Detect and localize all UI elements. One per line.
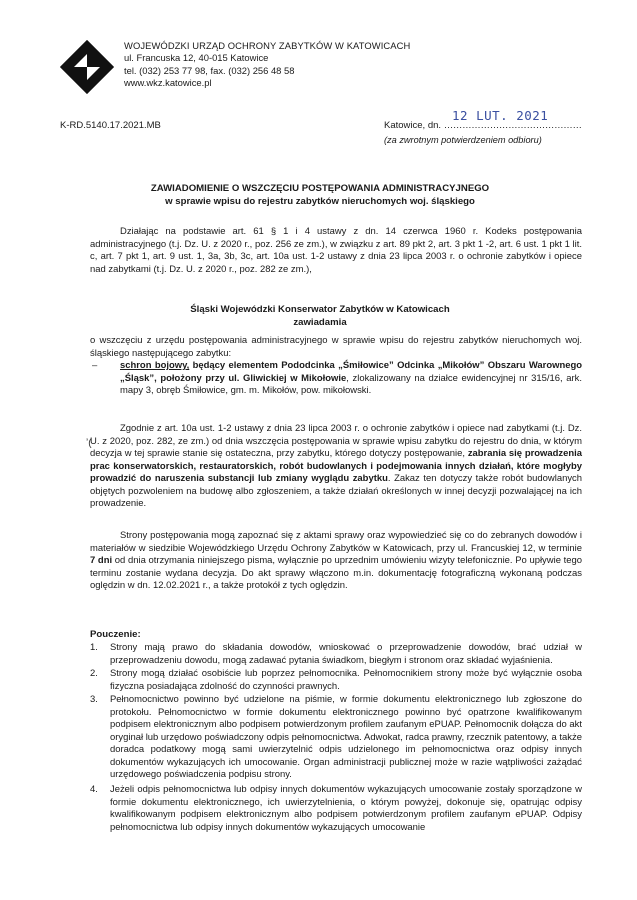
issuer-name: Śląski Wojewódzki Konserwator Zabytków w Katowicach xyxy=(190,304,450,315)
instruction-item xyxy=(90,642,582,667)
reference-number: K-RD.5140.17.2021.MB xyxy=(60,120,161,131)
instruction-number: 2. xyxy=(90,668,98,679)
title-line-2: w sprawie wpisu do rejestru zabytków nieruchomych woj. śląskiego xyxy=(165,195,475,207)
date-stamp: 12 LUT. 2021 xyxy=(452,108,549,123)
issuer-verb: zawiadamia xyxy=(293,316,347,328)
instruction-heading: Pouczenie: xyxy=(90,629,141,640)
monument-bullet xyxy=(90,360,582,398)
issuer-block xyxy=(60,304,580,329)
lead-paragraph: o wszczęciu z urzędu postępowania administracyjnego w sprawie wpisu do rejestru zabytków nieruchomych woj. śląskiego następującego zabytku: xyxy=(90,335,582,359)
instruction-number: 4. xyxy=(90,784,98,795)
instruction-number: 3. xyxy=(90,694,98,705)
place-date-line xyxy=(384,120,582,131)
prohibition-rest: . Zakaz ten dotyczy także robót budowlanych objętych pozwoleniem na budowę albo zgłoszeniem, a także działań określonych w innej decyzji pozwalającej na ich prowadzenie. xyxy=(90,473,583,510)
instruction-text: Strony mają prawo do składania dowodów, wnioskować o przeprowadzenie dowodów, brać udział w przeprowadzeniu dowodu, mogą zadawać pytania świadkom, biegłym i stronom oraz składać wyjaśnienia. xyxy=(110,642,582,666)
instruction-item xyxy=(90,694,582,782)
prohibition-bold: zabrania się prowadzenia prac konserwatorskich, restauratorskich, robót budowlanych i podejmowania innych działań, które mogłyby prowadzić do naruszenia substancji lub zmiany wyglądu zabytku xyxy=(90,448,583,485)
margin-mark: ʼ( xyxy=(86,438,92,449)
institution-website: www.wkz.katowice.pl xyxy=(124,77,212,89)
document-title xyxy=(60,183,580,208)
access-intro: Strony postępowania mogą zapoznać się z aktami sprawy oraz wypowiedzieć się co do zebranych dowodów i materiałów w siedzibie Wojewódzkiego Urzędu Ochrony Zabytków w Katowicach, przy ul. Francuskiej 12, w terminie xyxy=(90,530,582,554)
monument-description: będący elementem Pododcinka „Śmiłowice” Odcinka „Mikołów” Obszaru Warownego „Śląsk”, położony przy ul. Gliwickiej w Mikołowie xyxy=(120,360,582,384)
instruction-text: Strony mogą działać osobiście lub poprzez pełnomocnika. Pełnomocnikiem strony może być wyłącznie osoba fizyczna posiadająca zdolność do czynności prawnych. xyxy=(110,668,582,692)
prohibition-paragraph xyxy=(90,423,582,511)
instruction-text: Pełnomocnictwo powinno być udzielone na piśmie, w formie dokumentu elektronicznego lub zgłoszone do protokołu. Pełnomocnictwo w formie dokumentu elektronicznego powinno być opatrzone kwalifikowanym podpisem elektronicznym albo podpisem potwierdzonym profilem zaufanym ePUAP. Pełnomocnik dołącza do akt oryginał lub urzędowo poświadczony odpis pełnomocnictwa. Adwokat, radca prawny, rzecznik patentowy, a także doradca podatkowy mogą sami uwierzytelnić odpis udzielonego im pełnomocnictwa oraz odpisy innych dokumentów wykazujących ich umocowanie. Organ administracji publicznej może w razie wątpliwości zażądać urzędowego poświadczenia podpisu strony. xyxy=(110,694,582,781)
access-rest: od dnia otrzymania niniejszego pisma, wyłącznie po uprzednim umówieniu wizyty telefonicznie. Po upływie tego terminu zostanie wydana decyzja. Do akt sprawy włączono m.in. dokumentację fotograficzną wykonaną podczas oględzin w dn. 12.02.2021 r., a także protokół z tych oględzin. xyxy=(90,555,582,592)
institution-address: ul. Francuska 12, 40-015 Katowice xyxy=(124,52,269,64)
institution-logo xyxy=(60,40,114,94)
letterhead xyxy=(124,40,410,90)
instruction-item xyxy=(90,668,582,693)
instruction-number: 1. xyxy=(90,642,98,653)
institution-name: WOJEWÓDZKI URZĄD OCHRONY ZABYTKÓW W KATOWICACH xyxy=(124,40,411,51)
access-paragraph xyxy=(90,530,582,593)
monument-name: schron bojowy, xyxy=(120,360,190,371)
date-dots: ……………………………………… xyxy=(443,120,582,131)
instruction-text: Jeżeli odpis pełnomocnictwa lub odpisy innych dokumentów wykazujących umocowanie zostały sporządzone w formie dokumentu elektronicznego, ich uwierzytelnienia, o którym powyżej, dokonuje się, opatrując odpisy kwalifikowanym podpisem elektronicznym albo podpisem potwierdzonym profilem zaufanym ePUAP. Odpisy pełnomocnictwa lub odpisy innych dokumentów wykazujących umocowanie xyxy=(110,784,582,833)
prohibition-intro: Zgodnie z art. 10a ust. 1-2 ustawy z dnia 23 lipca 2003 r. o ochronie zabytków i opiece nad zabytkami (t.j. Dz. U. z 2020, poz. 282, ze zm.) od dnia wszczęcia postępowania w sprawie wpisu zabytku do rejestru do dnia, w którym decyzja w tej sprawie stanie się ostateczna, przy zabytku, którego dotyczy postępowanie, xyxy=(90,423,582,460)
bullet-text xyxy=(120,360,582,398)
access-deadline: 7 dni xyxy=(90,555,113,567)
monument-location: , zlokalizowany na działce ewidencyjnej nr 315/16, ark. mapy 3, obręb Śmiłowice, gm. m. Mikołów, pow. mikołowski. xyxy=(120,372,582,397)
institution-phone: tel. (032) 253 77 98, fax. (032) 256 48 58 xyxy=(124,64,295,76)
bullet-dash: – xyxy=(92,360,98,371)
place-label: Katowice, dn. xyxy=(384,120,442,131)
title-line-1: ZAWIADOMIENIE O WSZCZĘCIU POSTĘPOWANIA ADMINISTRACYJNEGO xyxy=(150,183,490,194)
intro-paragraph: Działając na podstawie art. 61 § 1 i 4 ustawy z dn. 14 czerwca 1960 r. Kodeks postępowania administracyjnego (t.j. Dz. U. z 2020 r., poz. 256 ze zm.), w związku z art. 89 pkt 2, art. 3 pkt 1 -2, art. 6 ust. 1 pkt 1 lit. c, art. 7 pkt 1, art. 9 ust. 1, 3a, 3b, 3c, art. 10a ust. 1-2 ustawy z dnia 23 lipca 2003 r. o ochronie zabytków i opiece nad zabytkami (t.j. Dz. U. z 2020 r., poz. 282 ze zm.), xyxy=(90,226,582,275)
delivery-note: (za zwrotnym potwierdzeniem odbioru) xyxy=(384,135,542,145)
instruction-item xyxy=(90,784,582,834)
